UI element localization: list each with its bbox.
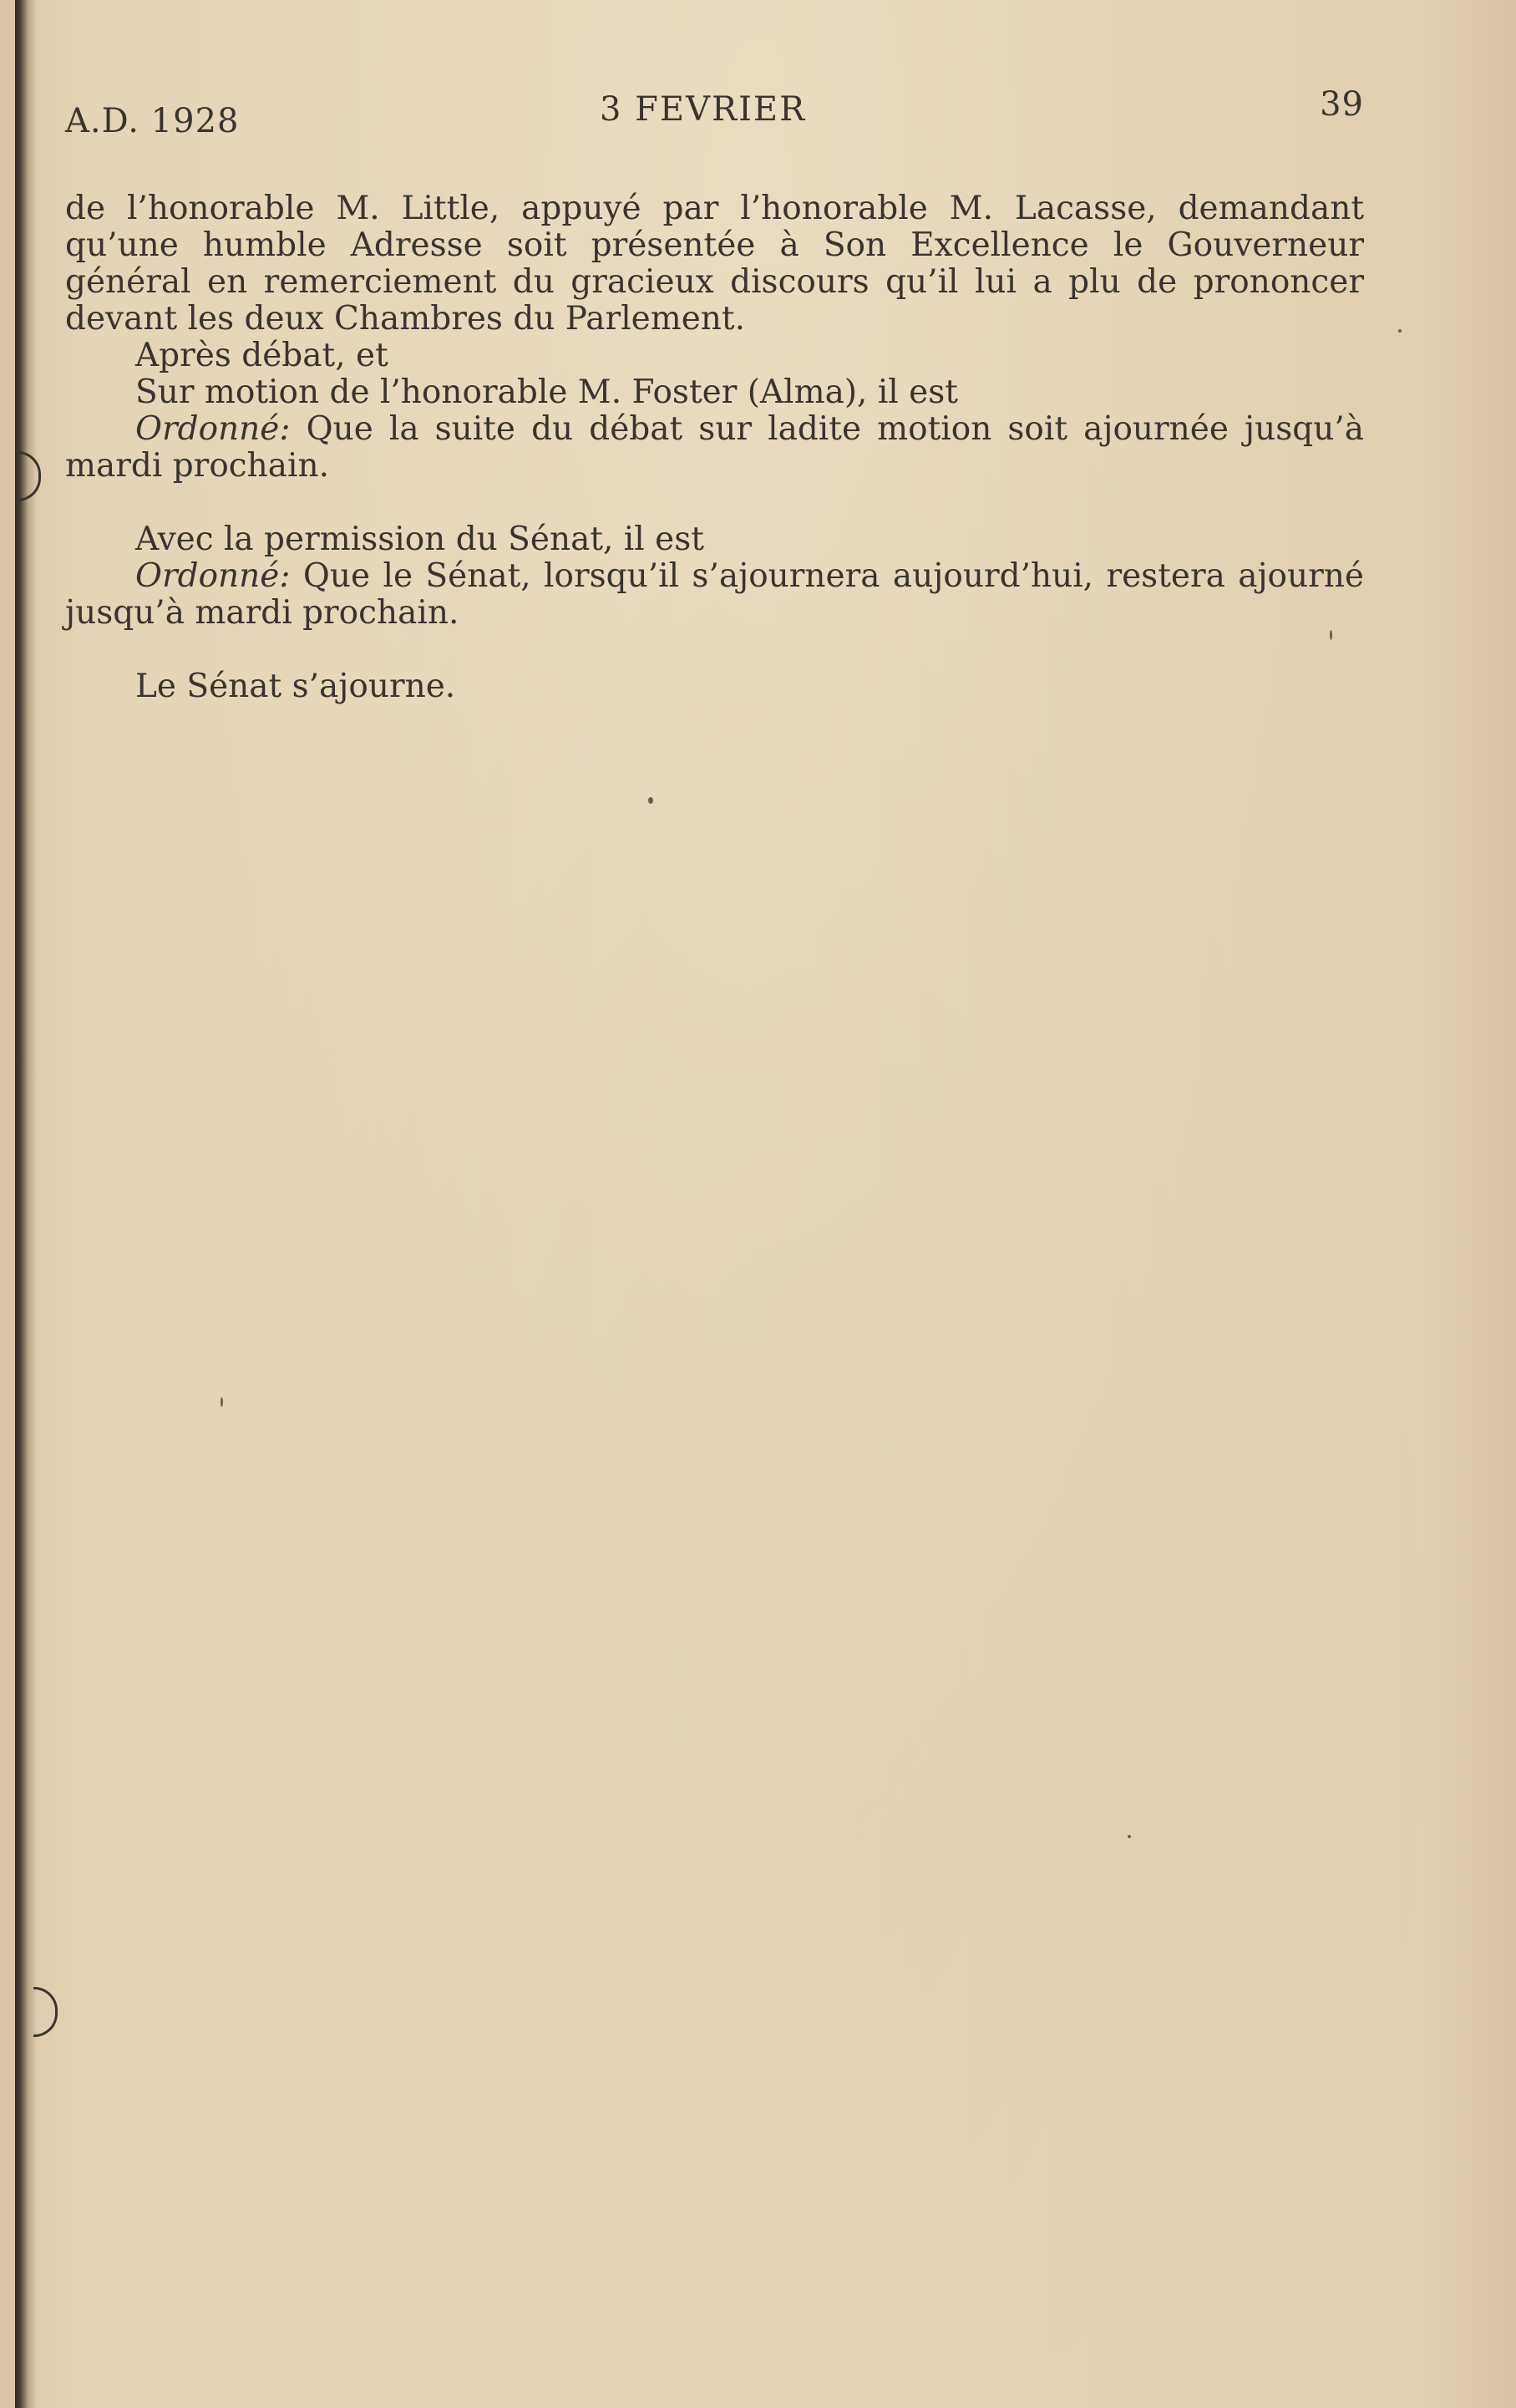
paper-speck xyxy=(221,1397,223,1407)
order-text-2: Que le Sénat, lorsqu’il s’ajournera aujourd’hui, restera ajourné jusqu’à mardi prochain. xyxy=(65,557,1364,632)
order-text-1: Que la suite du débat sur ladite motion soit ajournée jusqu’à mardi prochain. xyxy=(65,410,1364,485)
binding-hole-top xyxy=(17,451,41,501)
paragraph-order-1 xyxy=(65,411,1364,485)
paper-speck xyxy=(1398,329,1402,333)
paragraph-motion: de l’honorable M. Little, appuyé par l’honorable M. Lacasse, demandant qu’une humble Adresse soit présentée à Son Excellence le Gouverneur général en remerciement du gracieux discours qu’il lui a plu de prononcer devant les deux Chambres du Parlement. xyxy=(65,190,1364,338)
paragraph-motion-foster: Sur motion de l’honorable M. Foster (Alma), il est xyxy=(135,373,958,411)
page-number: 39 xyxy=(1320,85,1364,124)
running-header xyxy=(65,85,1364,140)
order-label-2: Ordonné: xyxy=(135,557,291,595)
binding-hole-bottom xyxy=(33,1987,58,2037)
order-label-1: Ordonné: xyxy=(135,410,291,448)
paragraph-after-debate: Après débat, et xyxy=(135,337,388,374)
paragraph-permission: Avec la permission du Sénat, il est xyxy=(135,521,704,558)
paper-speck xyxy=(648,797,653,804)
paper-speck xyxy=(1128,1835,1131,1838)
paragraph-adjourn: Le Sénat s’ajourne. xyxy=(135,668,456,705)
header-date: 3 FEVRIER xyxy=(600,90,807,129)
paper-speck xyxy=(1330,630,1332,640)
paragraph-order-2 xyxy=(65,558,1364,632)
page-body xyxy=(65,191,1364,705)
binding-edge xyxy=(15,0,37,2408)
header-year: A.D. 1928 xyxy=(65,102,240,140)
